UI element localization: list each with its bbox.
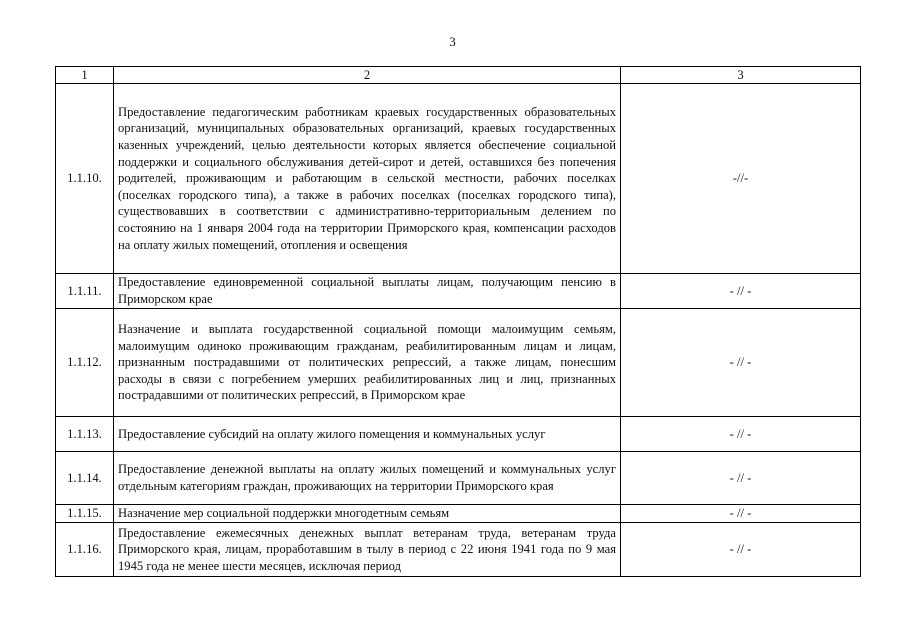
table-row bbox=[56, 274, 861, 309]
row-number: 1.1.10. bbox=[56, 84, 114, 274]
row-value: -//- bbox=[621, 84, 861, 274]
row-description: Назначение и выплата государственной социальной помощи малоимущим семьям, малоимущим одиноко проживающим гражданам, реабилитированным лицам и лицам, признанным пострадавшими от политических репрессий, а также лицам, понесшим расходы в связи с погребением умерших реабилитированных лиц и лиц, признанных пострадавшими от политических репрессий, в Приморском крае bbox=[114, 309, 621, 417]
row-value: - // - bbox=[621, 452, 861, 505]
row-number: 1.1.15. bbox=[56, 505, 114, 523]
row-description: Предоставление субсидий на оплату жилого помещения и коммунальных услуг bbox=[114, 417, 621, 452]
row-number: 1.1.12. bbox=[56, 309, 114, 417]
row-number: 1.1.16. bbox=[56, 523, 114, 577]
table-row bbox=[56, 452, 861, 505]
table-row bbox=[56, 505, 861, 523]
column-header-2: 2 bbox=[114, 67, 621, 84]
row-description: Назначение мер социальной поддержки многодетным семьям bbox=[114, 505, 621, 523]
row-value: - // - bbox=[621, 274, 861, 309]
row-value: - // - bbox=[621, 505, 861, 523]
row-description: Предоставление единовременной социальной выплаты лицам, получающим пенсию в Приморском крае bbox=[114, 274, 621, 309]
row-value: - // - bbox=[621, 309, 861, 417]
table-row bbox=[56, 417, 861, 452]
table-row bbox=[56, 84, 861, 274]
column-header-1: 1 bbox=[56, 67, 114, 84]
row-description: Предоставление педагогическим работникам краевых государственных образовательных организаций, муниципальных образовательных организаций, краевых государственных казенных учреждений, целью деятельности которых является обеспечение социальной поддержки и социального обслуживания детей-сирот и детей, оставшихся без попечения родителей, проживающим и работающим в сельской местности, рабочих поселках (поселках городского типа), а также в рабочих поселках (поселках городского типа), существовавших в соответствии с административно-территориальным делением по состоянию на 1 января 2004 года на территории Приморского края, компенсации расходов на оплату жилых помещений, отопления и освещения bbox=[114, 84, 621, 274]
row-number: 1.1.11. bbox=[56, 274, 114, 309]
services-table bbox=[55, 66, 861, 577]
row-number: 1.1.14. bbox=[56, 452, 114, 505]
page-number: 3 bbox=[449, 34, 456, 49]
row-value: - // - bbox=[621, 523, 861, 577]
table-row bbox=[56, 309, 861, 417]
row-description: Предоставление ежемесячных денежных выплат ветеранам труда, ветеранам труда Приморского края, лицам, проработавшим в тылу в период с 22 июня 1941 года по 9 мая 1945 года не менее шести месяцев, исключая период bbox=[114, 523, 621, 577]
row-description: Предоставление денежной выплаты на оплату жилых помещений и коммунальных услуг отдельным категориям граждан, проживающих на территории Приморского края bbox=[114, 452, 621, 505]
table-row bbox=[56, 523, 861, 577]
row-value: - // - bbox=[621, 417, 861, 452]
table-header-row bbox=[56, 67, 861, 84]
column-header-3: 3 bbox=[621, 67, 861, 84]
row-number: 1.1.13. bbox=[56, 417, 114, 452]
